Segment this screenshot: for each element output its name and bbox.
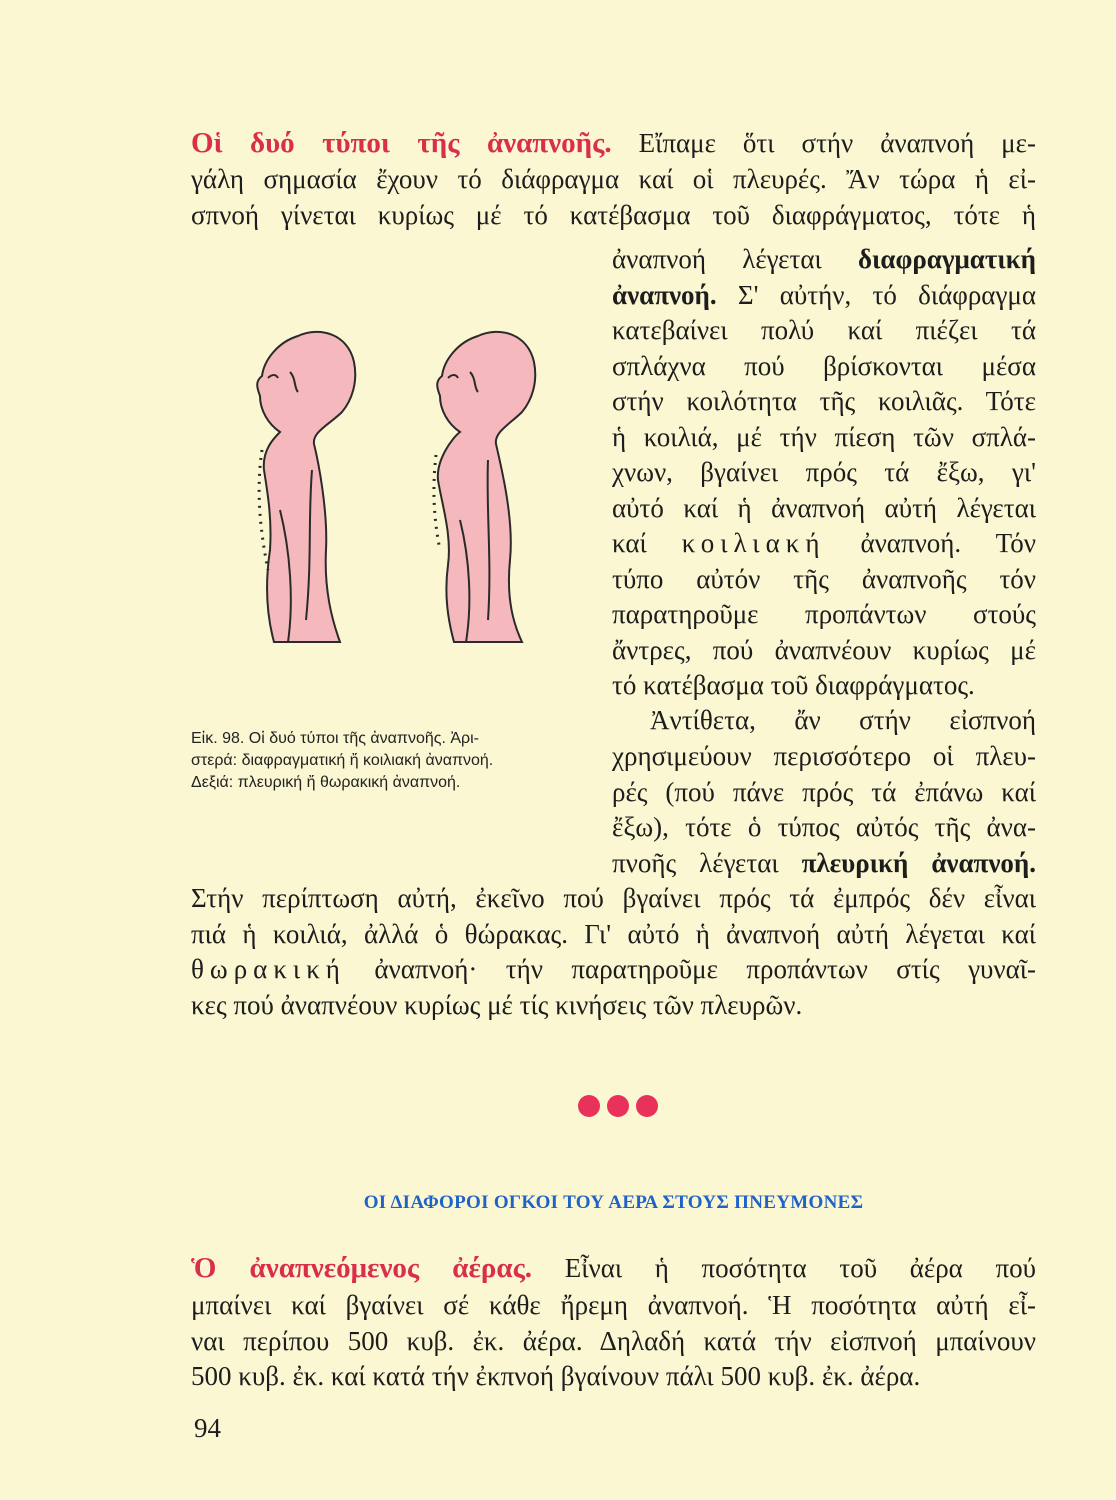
para1-right-line-11: παρατηροῦμε προπάντων στούς [612, 599, 1036, 629]
divider-dot [636, 1095, 658, 1117]
para1-line-1: Οἱ δυό τύποι τῆς ἀναπνοῆς. Εἴπαμε ὅτι στήν ἀναπνοή με- [191, 127, 1036, 159]
para1-right-line-2: ἀναπνοή. Σ' αὐτήν, τό διάφραγμα [612, 280, 1036, 310]
para2-right-line-1: Ἀντίθετα, ἄν στήν εἰσπνοή [650, 705, 1036, 735]
right-figure-thoracic [434, 332, 535, 642]
para3-heading: Ὁ ἀναπνεόμενος ἀέρας. [191, 1252, 533, 1284]
para1-right-line-12: ἄντρες, πού ἀναπνέουν κυρίως μέ [612, 635, 1036, 665]
para1-right-line-13: τό κατέβασμα τοῦ διαφράγματος. [612, 670, 975, 700]
term-costal: πλευρική ἀναπνοή. [801, 848, 1036, 878]
para2-line-2: πιά ἡ κοιλιά, ἀλλά ὁ θώρακας. Γι' αὐτό ἡ ἀναπνοή αὐτή λέγεται καί [191, 919, 1036, 949]
term-abdominal: κοιλιακή [681, 528, 826, 558]
breathing-types-figure [250, 320, 550, 660]
para2-right-line-3: ρές (πού πάνε πρός τά ἐπάνω καί [612, 777, 1036, 807]
section-title: ΟΙ ΔΙΑΦΟΡΟΙ ΟΓΚΟΙ ΤΟΥ ΑΕΡΑ ΣΤΟΥΣ ΠΝΕΥΜΟΝΕΣ [363, 1192, 864, 1213]
para3-line-1: Ὁ ἀναπνεόμενος ἀέρας. Εἶναι ἡ ποσότητα τοῦ ἀέρα πού [191, 1252, 1036, 1284]
para2-line-1: Στήν περίπτωση αὐτή, ἐκεῖνο πού βγαίνει πρός τά ἐμπρός δέν εἶναι [191, 883, 1036, 913]
para1-right-line-1: ἀναπνοή λέγεται διαφραγματική [612, 244, 1036, 274]
page-number: 94 [194, 1413, 221, 1443]
para1-line-3: σπνοή γίνεται κυρίως μέ τό κατέβασμα τοῦ διαφράγματος, τότε ἡ [191, 200, 1036, 230]
divider-dot [578, 1095, 600, 1117]
para1-right-line-7: χνων, βγαίνει πρός τά ἔξω, γι' [612, 457, 1036, 487]
divider-dot [607, 1095, 629, 1117]
para2-right-line-2: χρησιμεύουν περισσότερο οἱ πλευ- [612, 741, 1036, 771]
para1-right-line-3: κατεβαίνει πολύ καί πιέζει τά [612, 315, 1036, 345]
para3-line-2: μπαίνει καί βγαίνει σέ κάθε ἤρεμη ἀναπνοή. Ἡ ποσότητα αὐτή εἶ- [191, 1290, 1036, 1320]
term-thoracic: θωρακική [191, 954, 346, 984]
left-figure-diaphragmatic [257, 332, 355, 642]
para3-line-4: 500 κυβ. ἐκ. καί κατά τήν ἐκπνοή βγαίνουν πάλι 500 κυβ. ἐκ. ἀέρα. [191, 1361, 921, 1391]
figure-caption: Εἰκ. 98. Οἱ δυό τύποι τῆς ἀναπνοῆς. Ἀρι- στερά: διαφραγματική ἤ κοιλιακή ἀναπνοή. Δεξιά: πλευρική ἤ θωρακική ἀναπνοή. [191, 730, 494, 791]
para1-right-line-10: τύπο αὐτόν τῆς ἀναπνοῆς τόν [612, 564, 1036, 594]
para1-line-2: γάλη σημασία ἔχουν τό διάφραγμα καί οἱ πλευρές. Ἄν τώρα ἡ εἰ- [191, 164, 1036, 194]
term-diaphragmatic: διαφραγματική [858, 244, 1036, 274]
para3-line-3: ναι περίπου 500 κυβ. ἐκ. ἀέρα. Δηλαδή κατά τήν εἰσπνοή μπαίνουν [191, 1326, 1036, 1356]
para2-right-line-5: πνοῆς λέγεται πλευρική ἀναπνοή. [612, 848, 1036, 878]
para2-line-3: θωρακική ἀναπνοή· τήν παρατηροῦμε προπάντων στίς γυναῖ- [191, 954, 1036, 984]
para2-line-4: κες πού ἀναπνέουν κυρίως μέ τίς κινήσεις τῶν πλευρῶν. [191, 990, 803, 1020]
para1-right-line-6: ἡ κοιλιά, μέ τήν πίεση τῶν σπλά- [612, 422, 1036, 452]
para1-right-line-9: καί κοιλιακή ἀναπνοή. Τόν [612, 528, 1036, 558]
para1-right-line-5: στήν κοιλότητα τῆς κοιλιᾶς. Τότε [612, 386, 1036, 416]
para2-right-line-4: ἔξω), τότε ὁ τύπος αὐτός τῆς ἀνα- [612, 812, 1036, 842]
para1-right-line-4: σπλάχνα πού βρίσκονται μέσα [612, 351, 1036, 381]
para1-right-line-8: αὐτό καί ἡ ἀναπνοή αὐτή λέγεται [612, 493, 1036, 523]
para1-heading: Οἱ δυό τύποι τῆς ἀναπνοῆς. [191, 127, 612, 159]
